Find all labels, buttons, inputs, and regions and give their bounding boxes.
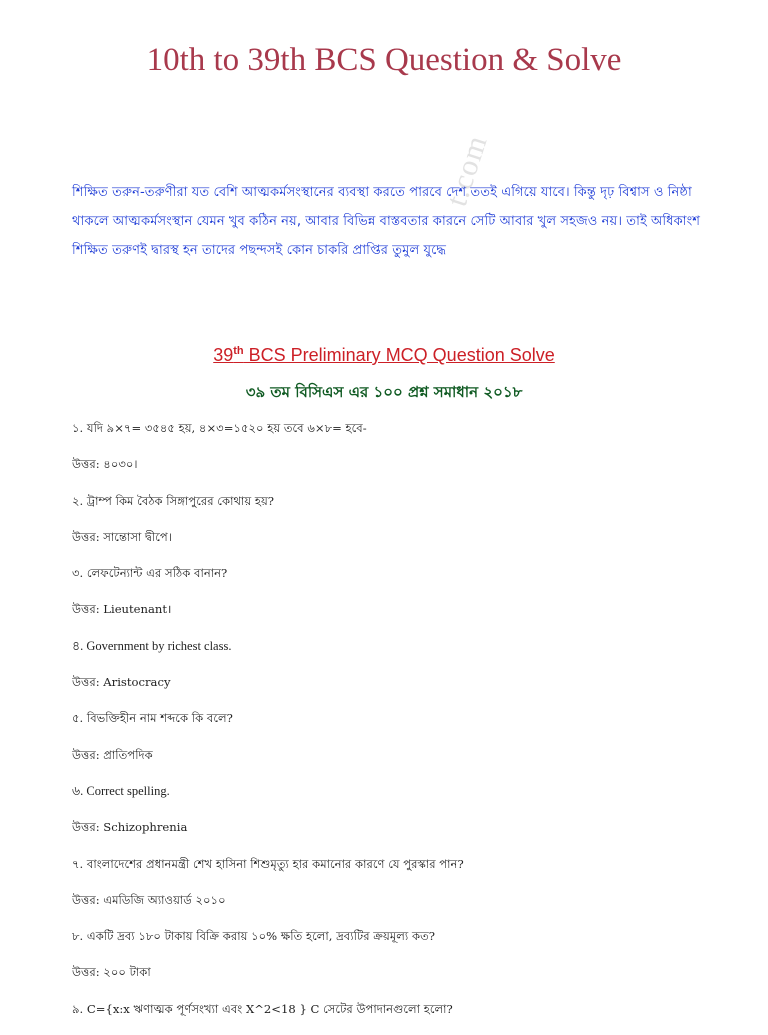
heading-number: 39: [213, 345, 234, 365]
question-item: ৫. বিভক্তিহীন নাম শব্দকে কি বলে?: [72, 711, 233, 726]
answer-item: উত্তর: Lieutenant।: [72, 602, 172, 617]
answer-item: উত্তর: সান্তোসা দ্বীপে।: [72, 529, 172, 544]
question-answer-list: [72, 418, 712, 1035]
question-item: ৭. বাংলাদেশের প্রধানমন্ত্রী শেখ হাসিনা শিশুমৃত্যু হার কমানোর কারণে যে পুরস্কার পান?: [72, 856, 464, 871]
answer-item: উত্তর: ২০০ টাকা: [72, 965, 151, 980]
answer-item: উত্তর: Aristocracy: [72, 675, 171, 690]
watermark: t.com: [440, 131, 494, 211]
question-item: ১. যদি ৯×৭= ৩৫৪৫ হয়, ৪×৩=১৫২০ হয় তবে ৬×৮= হবে-: [72, 421, 367, 435]
answer-item: উত্তর: ৪০৩০।: [72, 457, 138, 472]
question-item: ৮. একটি দ্রব্য ১৮০ টাকায় বিক্রি করায় ১০% ক্ষতি হলো, দ্রব্যটির ক্রয়মূল্য কত?: [72, 929, 435, 944]
heading-ordinal: th: [233, 345, 244, 357]
section-subheading: ৩৯ তম বিসিএস এর ১০০ প্রশ্ন সমাধান ২০১৮: [245, 383, 523, 401]
intro-line: শিক্ষিত তরুণই দ্বারস্থ হন তাদের পছন্দসই কোন চাকরি প্রাপ্তির তুমুল যুদ্ধে: [72, 243, 447, 258]
document-title: 10th to 39th BCS Question & Solve: [146, 42, 622, 78]
question-item: ৪. Government by richest class.: [72, 638, 232, 653]
intro-line: শিক্ষিত তরুন-তরুণীরা যত বেশি আত্মকর্মসংস্থানের ব্যবস্থা করতে পারবে দেশ ততই এগিয়ে যাবে। কিন্তু দৃঢ় বিশ্বাস ও নিষ্ঠা: [72, 185, 692, 200]
heading-text: BCS Preliminary MCQ Question Solve: [243, 345, 555, 365]
answer-item: উত্তর: Schizophrenia: [72, 820, 188, 835]
answer-item: উত্তর: প্রাতিপদিক: [72, 747, 153, 762]
question-item: ২. ট্রাম্প কিম বৈঠক সিঙ্গাপুরের কোথায় হয়?: [72, 493, 274, 508]
intro-paragraph: [72, 178, 702, 265]
question-item: ৩. লেফটেন্যান্ট এর সঠিক বানান?: [72, 566, 228, 581]
section-heading: [0, 345, 768, 366]
intro-line: থাকলে আত্মকর্মসংস্থান যেমন খুব কঠিন নয়, আবার বিভিন্ন বাস্তবতার কারনে সেটি আবার খুল সহজও নয়। তাই অধিকাংশ: [72, 214, 701, 229]
question-item: ৯. C={x:x ঋণাত্মক পূর্ণসংখ্যা এবং X^2<18 } C সেটের উপাদানগুলো হলো?: [72, 1001, 453, 1016]
question-item: ৬. Correct spelling.: [72, 783, 170, 798]
answer-item: উত্তর: এমডিজি অ্যাওয়ার্ড ২০১০: [72, 892, 226, 907]
